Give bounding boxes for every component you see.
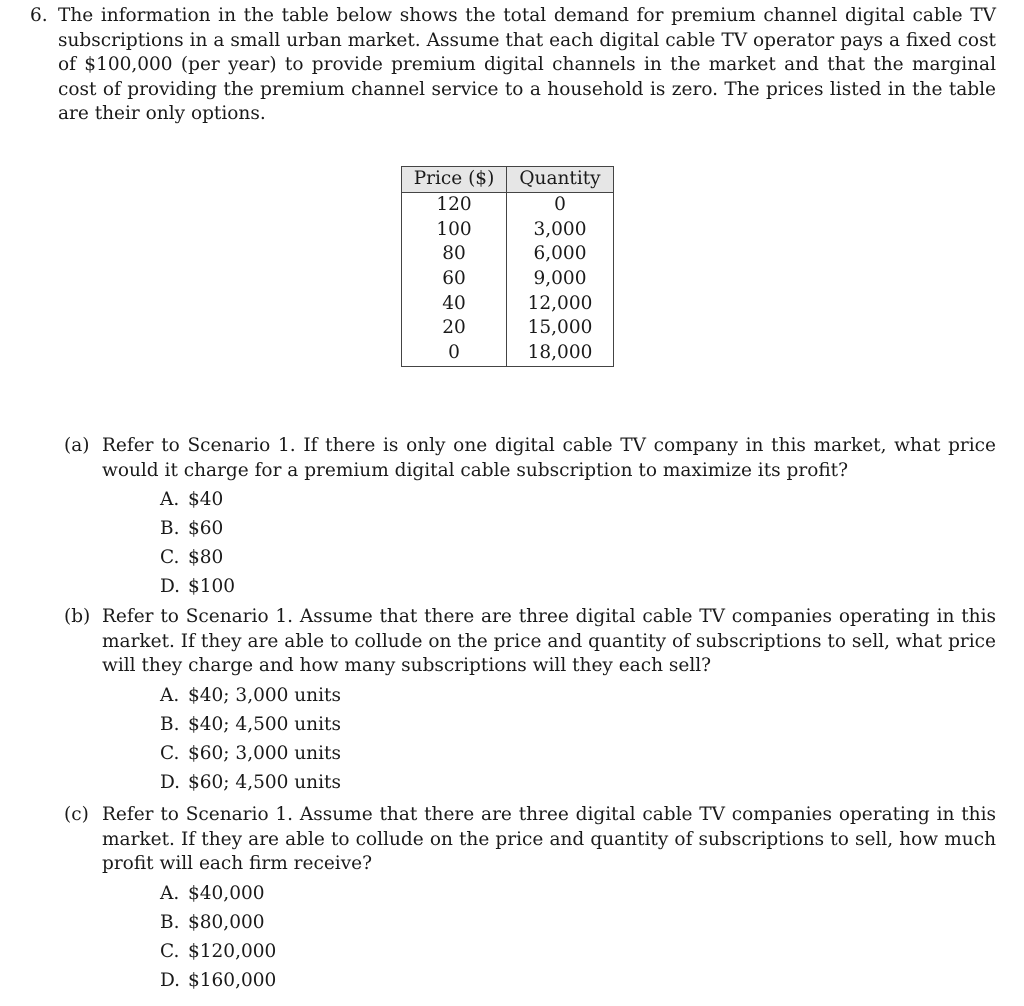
options-list	[160, 879, 996, 995]
option-b[interactable]	[160, 514, 996, 543]
quantity-cell: 6,000	[507, 242, 614, 267]
option-a[interactable]	[160, 485, 996, 514]
option-text: $40; 3,000 units	[188, 684, 341, 706]
quantity-cell: 12,000	[507, 292, 614, 317]
price-cell: 40	[402, 292, 507, 317]
price-cell: 20	[402, 316, 507, 341]
table-row	[402, 193, 614, 218]
options-list	[160, 485, 996, 601]
option-text: $80	[188, 547, 224, 569]
part-stem: Refer to Scenario 1. Assume that there are three digital cable TV companies operating in this market. If they are able to collude on the price and quantity of subscriptions to sell, what price will they charge and how many subscriptions will they each sell?	[102, 606, 996, 677]
part-label: (b)	[64, 606, 91, 628]
question-parts	[64, 434, 996, 995]
option-letter: C.	[160, 742, 180, 764]
table-row	[402, 267, 614, 292]
part-label: (a)	[64, 435, 90, 456]
demand-table	[401, 166, 614, 367]
part-stem: Refer to Scenario 1. If there is only one digital cable TV company in this market, what price would it charge for a premium digital cable subscription to maximize its profit?	[102, 435, 996, 481]
option-letter: A.	[160, 882, 180, 904]
options-list	[160, 681, 996, 797]
option-letter: B.	[160, 518, 180, 540]
part-c	[64, 803, 996, 995]
quantity-cell: 0	[507, 193, 614, 218]
option-text: $40,000	[188, 882, 265, 904]
quantity-cell: 3,000	[507, 218, 614, 243]
option-c[interactable]	[160, 739, 996, 768]
option-text: $60; 3,000 units	[188, 742, 341, 764]
option-letter: B.	[160, 713, 180, 735]
option-letter: C.	[160, 547, 180, 569]
option-letter: D.	[160, 969, 181, 991]
option-text: $40	[188, 489, 224, 511]
option-text: $60	[188, 518, 224, 540]
price-cell: 0	[402, 341, 507, 366]
option-text: $40; 4,500 units	[188, 713, 341, 735]
option-c[interactable]	[160, 543, 996, 572]
part-label: (c)	[64, 803, 89, 825]
part-stem: Refer to Scenario 1. Assume that there are three digital cable TV companies operating in this market. If they are able to collude on the price and quantity of subscriptions to sell, how much profit will each firm receive?	[102, 803, 996, 875]
option-letter: D.	[160, 576, 181, 598]
header-quantity: Quantity	[507, 167, 614, 193]
option-d[interactable]	[160, 768, 996, 797]
table-row	[402, 316, 614, 341]
table-row	[402, 218, 614, 243]
table-header-row	[402, 167, 614, 193]
option-text: $80,000	[188, 911, 265, 933]
option-letter: C.	[160, 940, 180, 962]
option-b[interactable]	[160, 908, 996, 937]
option-letter: D.	[160, 771, 181, 793]
option-b[interactable]	[160, 710, 996, 739]
price-cell: 100	[402, 218, 507, 243]
option-text: $100	[188, 576, 236, 598]
quantity-cell: 18,000	[507, 341, 614, 366]
price-cell: 120	[402, 193, 507, 218]
part-a	[64, 434, 996, 601]
price-cell: 80	[402, 242, 507, 267]
option-text: $60; 4,500 units	[188, 771, 341, 793]
option-a[interactable]	[160, 879, 996, 908]
option-letter: A.	[160, 684, 180, 706]
quantity-cell: 9,000	[507, 267, 614, 292]
table-row	[402, 341, 614, 366]
option-text: $160,000	[188, 969, 277, 991]
quantity-cell: 15,000	[507, 316, 614, 341]
price-cell: 60	[402, 267, 507, 292]
option-text: $120,000	[188, 940, 277, 962]
option-letter: B.	[160, 911, 180, 933]
option-d[interactable]	[160, 572, 996, 601]
header-price: Price ($)	[402, 167, 507, 193]
question-intro	[30, 4, 996, 127]
option-d[interactable]	[160, 966, 996, 995]
option-c[interactable]	[160, 937, 996, 966]
table-row	[402, 242, 614, 267]
part-b	[64, 605, 996, 797]
question-intro-text: The information in the table below shows the total demand for premium channel digital cable TV subscriptions in a small urban market. Assume that each digital cable TV operator pays a fixed cost of $100,000 (per year) to provide premium digital channels in the market and that the marginal cost of providing the premium channel service to a household is zero. The prices listed in the table are their only options.	[58, 5, 996, 125]
table-row	[402, 292, 614, 317]
option-a[interactable]	[160, 681, 996, 710]
option-letter: A.	[160, 489, 180, 511]
question-number: 6.	[30, 5, 48, 26]
